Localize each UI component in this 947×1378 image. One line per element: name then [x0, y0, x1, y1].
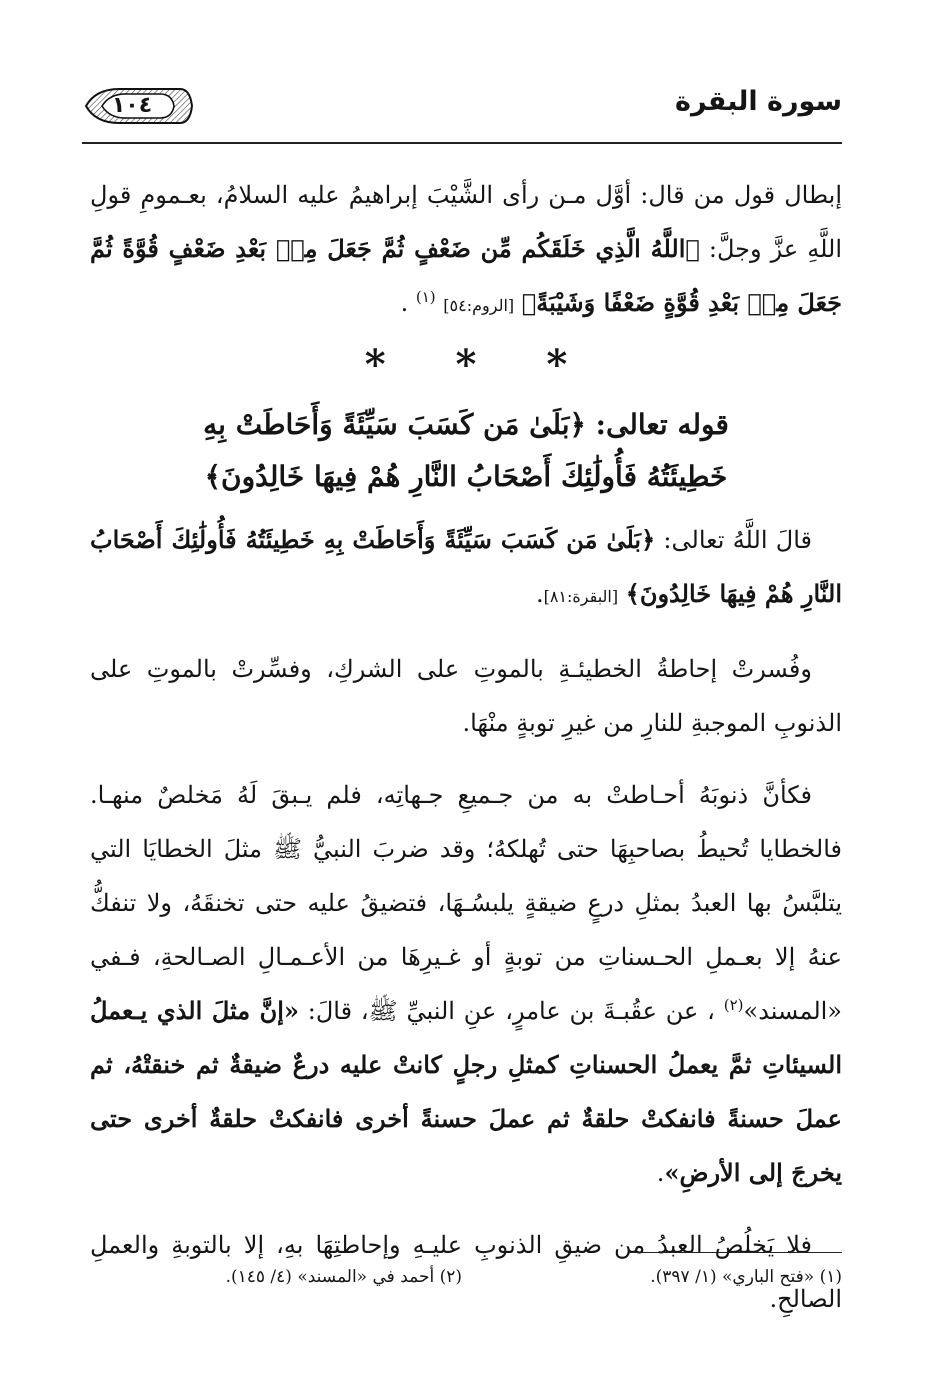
body-text: إبطال قول من قال: أوَّل مـن رأى الشَّيْبَ إبراهيمُ عليه السلامُ، بعـمومِ قولِ اللَّهِ عزَّ وجلَّ:: [90, 181, 842, 263]
page-header: [82, 78, 842, 148]
paragraph-conclusion: فلا يَخلُصُ العبدُ من ضيقِ الذنوبِ عليـهِ وإحاطتِهَا بهِ، إلا بالتوبةِ والعملِ الصالحِ.: [90, 1231, 842, 1313]
header-divider: [82, 142, 842, 144]
body-text: .: [535, 580, 544, 608]
quran-verse: اللَّهُ الَّذِي خَلَقَكُم مِّن ضَعْفٍ ثُمَّ جَعَلَ مِنۢ بَعْدِ ضَعْفٍ قُوَّةً ثُمَّ جَعَلَ مِنۢ بَعْدِ قُوَّةٍ ضَعْفًا وَشَيْبَةً: [90, 234, 842, 317]
footnote-marker: (٢): [723, 996, 744, 1014]
quran-bracket-close: ﴾: [521, 288, 537, 317]
footnote-divider: [630, 1252, 842, 1253]
quran-bracket-open: ﴿: [641, 525, 656, 554]
heading-line: خَطِيئَتُهُ فَأُولَٰئِكَ أَصْحَابُ النَّارِ هُمْ فِيهَا خَالِدُونَ﴾: [204, 460, 728, 493]
body-text: ، عن عقُبـةَ بن عامرٍ، عنِ النبيِّ ﷺ، قالَ:: [298, 997, 724, 1025]
paragraph-hadith: [90, 768, 842, 1200]
body-text: .: [400, 289, 416, 317]
paragraph-intro: [90, 168, 842, 333]
surah-title: سورة البقرة: [675, 86, 842, 117]
verse-reference: [الروم:٥٤]: [443, 296, 515, 315]
quran-bracket-close: ﴾: [625, 579, 640, 608]
hadith-quote: «إنَّ مثلَ الذي يـعملُ السيئاتِ ثمَّ يعملُ الحسناتِ كمثلِ رجلٍ كانتْ عليه درعٌ ضيقةٌ ثم خنقتْهُ، ثم عملَ حسنةً فانفكتْ حلقةٌ ثم عملَ حسنةً أخرى فانفكتْ حلقةٌ أخرى حتى يخرجَ إلى الأرضِ»: [90, 996, 842, 1187]
page-content: [90, 168, 842, 1326]
footnote-1: (١) «فتح الباري» (١/ ٣٩٧).: [650, 1267, 842, 1287]
footnote-marker: (١): [415, 288, 436, 306]
section-separator: * * *: [364, 341, 596, 388]
body-text: فكأنَّ ذنوبَهُ أحـاطتْ به من جـميعِ جـهاتِه، فلم يـبقَ لَهُ مَخلصٌ منهـا. فالخطايا تُحيطُ بصاحبِهَا حتى تُهلكهُ؛ وقد ضربَ النبيُّ ﷺ مثلَ الخطايَا التي يتلبَّسُ بها العبدُ بمثلِ درعٍ ضيقةٍ يلبسُـهَا، فتضيقُ عليه حتى تخنقَهُ، ولا تنفكُّ عنهُ إلا بعـملِ الحـسناتِ من توبةٍ أو غـيرِهَا من الأعـمـالِ الصـالحةِ، فـفي «المسند»: [90, 781, 842, 1025]
verse-reference: [البقرة:٨١]: [543, 587, 619, 606]
paragraph-verse: [90, 513, 842, 624]
page-number-badge: [82, 86, 194, 126]
body-text: .: [656, 1159, 665, 1187]
footnote-2: (٢) أحمد في «المسند» (٤/ ١٤٥).: [225, 1267, 462, 1287]
body-text: قالَ اللَّهُ تعالى:: [655, 526, 812, 554]
heading-line: قوله تعالى: ﴿بَلَىٰ مَن كَسَبَ سَيِّئَةً وَأَحَاطَتْ بِهِ: [203, 408, 729, 441]
quran-bracket-open: ﴿: [685, 234, 700, 263]
page-number: ١٠٤: [111, 93, 153, 118]
section-heading: [90, 399, 842, 503]
quran-verse: بَلَىٰ مَن كَسَبَ سَيِّئَةً وَأَحَاطَتْ بِهِ خَطِيئَتُهُ فَأُولَٰئِكَ أَصْحَابُ النَّارِ هُمْ فِيهَا خَالِدُونَ: [90, 525, 842, 608]
paragraph-interpretation: وفُسرتْ إحاطةُ الخطيئـةِ بالموتِ على الشركِ، وفسِّرتْ بالموتِ على الذنوبِ الموجبةِ للنارِ من غيرِ توبةٍ منْهَا.: [90, 655, 842, 737]
